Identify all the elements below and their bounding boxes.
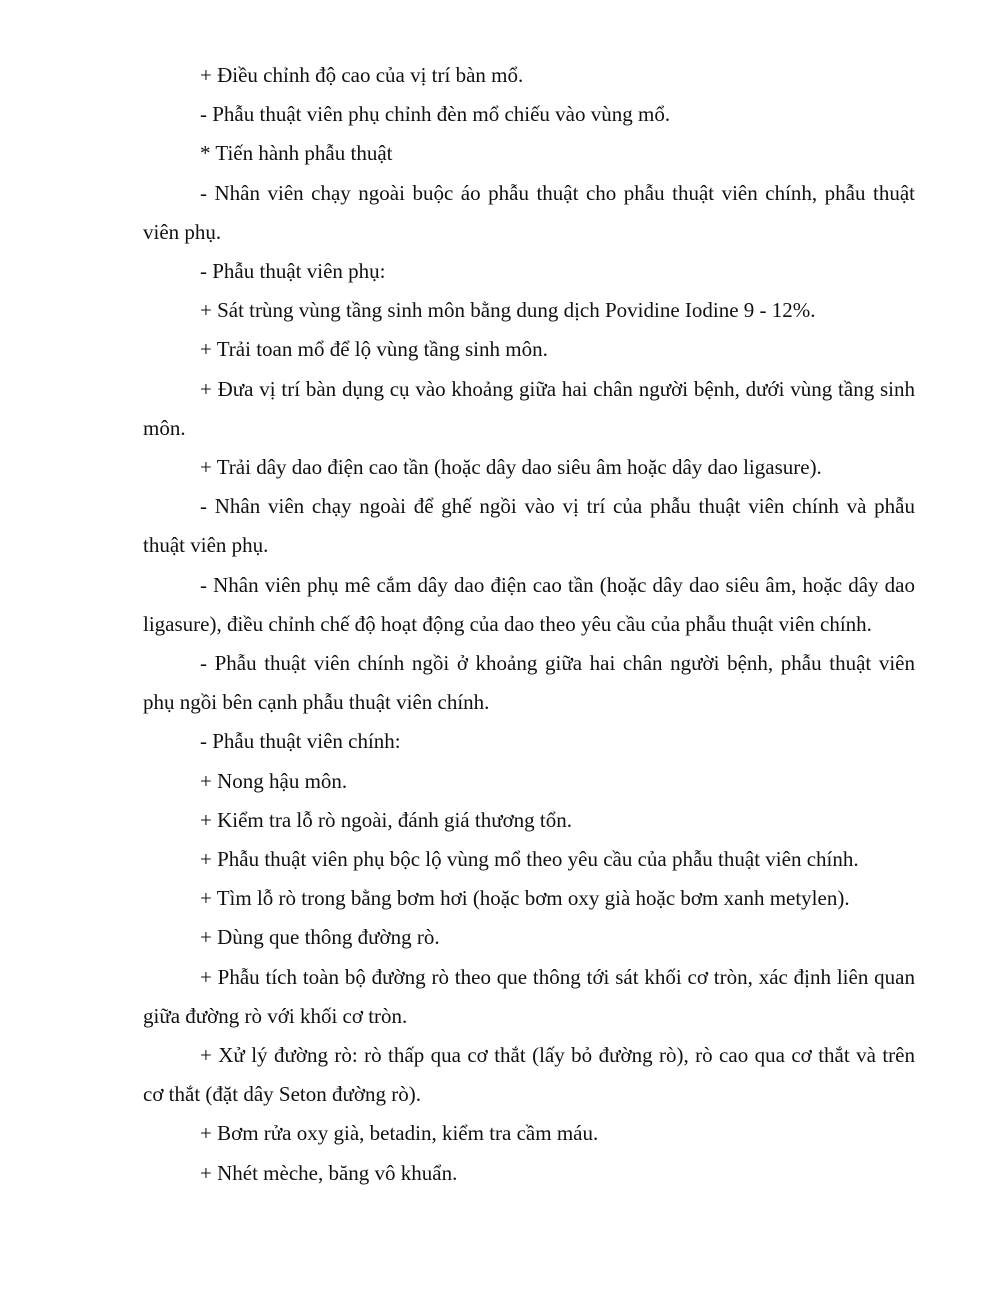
paragraph: - Phẫu thuật viên phụ: [200, 259, 386, 284]
paragraph: - Phẫu thuật viên phụ chỉnh đèn mổ chiếu vào vùng mổ. [200, 102, 671, 127]
paragraph: + Nong hậu môn. [200, 768, 348, 793]
paragraph: + Tìm lỗ rò trong bằng bơm hơi (hoặc bơm oxy già hoặc bơm xanh metylen). [200, 886, 850, 911]
document-page [143, 56, 915, 1193]
paragraph: + Đưa vị trí bàn dụng cụ vào khoảng giữa hai chân người bệnh, dưới vùng tầng sinh môn. [143, 376, 915, 440]
paragraph: + Sát trùng vùng tầng sinh môn bằng dung dịch Povidine Iodine 9 - 12%. [200, 298, 816, 323]
paragraph: + Phẫu tích toàn bộ đường rò theo que thông tới sát khối cơ tròn, xác định liên quan giữa đường rò với khối cơ tròn. [143, 964, 915, 1028]
paragraph: + Trải toan mổ để lộ vùng tầng sinh môn. [200, 337, 548, 362]
paragraph: - Nhân viên phụ mê cắm dây dao điện cao tần (hoặc dây dao siêu âm, hoặc dây dao ligasure), điều chỉnh chế độ hoạt động của dao theo yêu cầu của phẫu thuật viên chính. [143, 572, 915, 636]
paragraph: + Bơm rửa oxy già, betadin, kiểm tra cầm máu. [200, 1121, 599, 1146]
paragraph: + Điều chỉnh độ cao của vị trí bàn mổ. [200, 63, 524, 87]
paragraph: - Phẫu thuật viên chính: [200, 729, 401, 754]
paragraph: - Nhân viên chạy ngoài buộc áo phẫu thuật cho phẫu thuật viên chính, phẫu thuật viên phụ. [143, 180, 915, 244]
paragraph: + Phẫu thuật viên phụ bộc lộ vùng mổ theo yêu cầu của phẫu thuật viên chính. [200, 847, 859, 872]
paragraph: - Phẫu thuật viên chính ngồi ở khoảng giữa hai chân người bệnh, phẫu thuật viên phụ ngồi bên cạnh phẫu thuật viên chính. [143, 651, 915, 715]
paragraph: + Nhét mèche, băng vô khuẩn. [200, 1160, 458, 1185]
section-heading: * Tiến hành phẫu thuật [200, 141, 393, 166]
paragraph: + Kiểm tra lỗ rò ngoài, đánh giá thương tổn. [200, 807, 573, 832]
paragraph: + Trải dây dao điện cao tần (hoặc dây dao siêu âm hoặc dây dao ligasure). [200, 455, 822, 480]
paragraph: - Nhân viên chạy ngoài để ghế ngồi vào vị trí của phẫu thuật viên chính và phẫu thuật viên phụ. [143, 494, 915, 558]
paragraph: + Xử lý đường rò: rò thấp qua cơ thắt (lấy bỏ đường rò), rò cao qua cơ thắt và trên cơ thắt (đặt dây Seton đường rò). [143, 1043, 915, 1107]
paragraph: + Dùng que thông đường rò. [200, 925, 440, 950]
